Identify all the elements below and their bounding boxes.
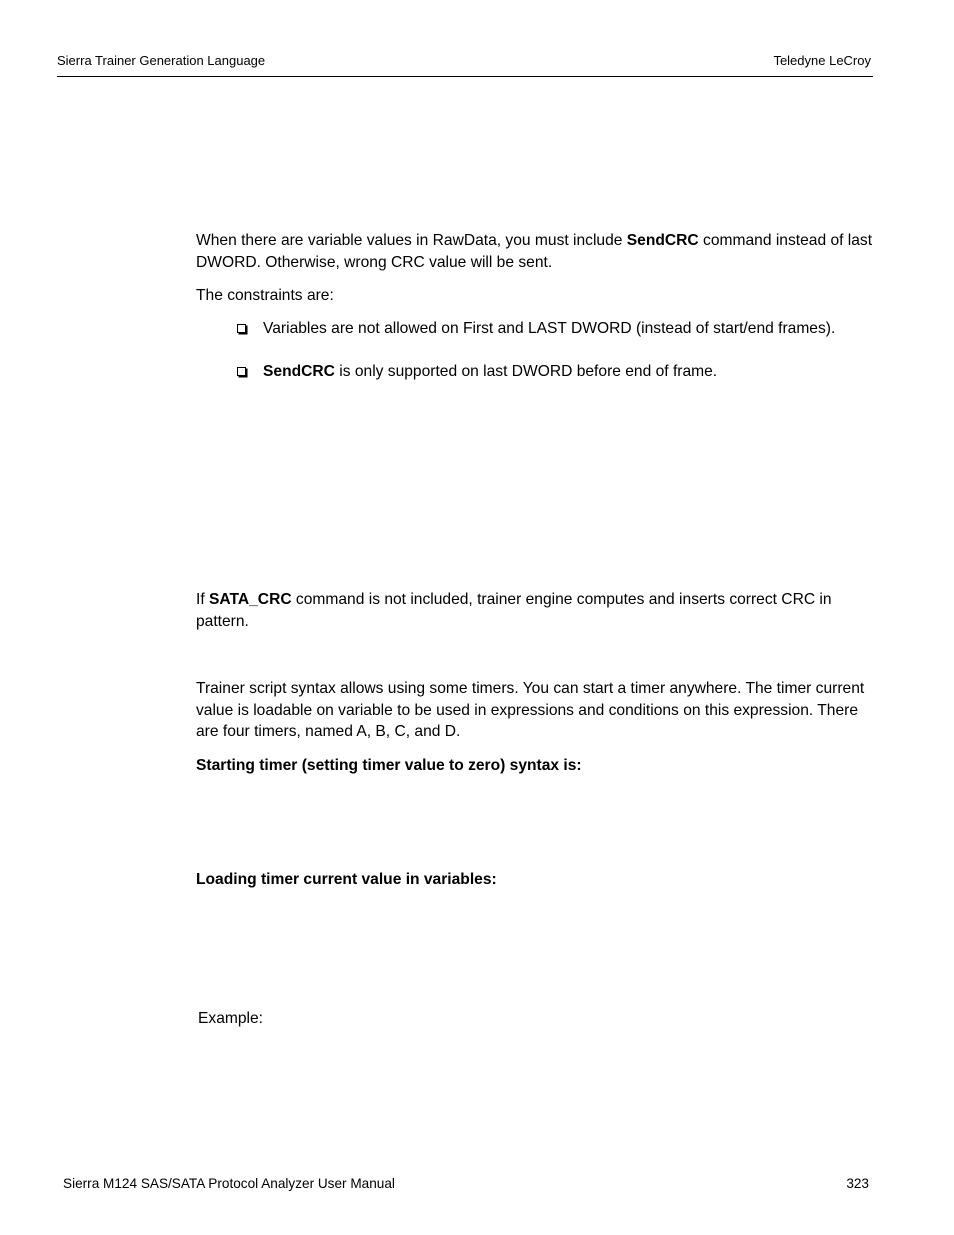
checkbox-bullet-icon bbox=[237, 324, 246, 333]
example-label: Example: bbox=[198, 1010, 264, 1027]
page-number: 323 bbox=[846, 1176, 869, 1191]
sendcrc-keyword: SendCRC bbox=[626, 232, 699, 249]
checkbox-bullet-icon bbox=[237, 367, 246, 376]
sata-crc-keyword: SATA_CRC bbox=[209, 591, 292, 608]
list-item-text bbox=[263, 361, 853, 383]
starting-timer-heading: Starting timer (setting timer value to zero) syntax is: bbox=[196, 757, 582, 774]
sendcrc-paragraph bbox=[196, 230, 876, 273]
page-header bbox=[57, 52, 873, 77]
sendcrc-keyword: SendCRC bbox=[263, 363, 335, 380]
loading-timer-heading: Loading timer current value in variables: bbox=[196, 871, 497, 888]
constraints-intro: The constraints are: bbox=[196, 287, 334, 304]
list-item-text: Variables are not allowed on First and LAST DWORD (instead of start/end frames). bbox=[263, 320, 836, 337]
list-item-rest: is only supported on last DWORD before end of frame. bbox=[334, 363, 718, 380]
header-company: Teledyne LeCroy bbox=[773, 53, 871, 68]
sendcrc-paragraph-pre: When there are variable values in RawData, you must include bbox=[196, 232, 627, 249]
header-doc-title: Sierra Trainer Generation Language bbox=[57, 53, 266, 68]
sata-crc-paragraph bbox=[196, 589, 876, 632]
sata-crc-paragraph-post: command is not included, trainer engine computes and inserts correct CRC in pattern. bbox=[196, 591, 832, 630]
timers-paragraph: Trainer script syntax allows using some timers. You can start a timer anywhere. The timer current value is loadable on variable to be used in expressions and conditions on this expression. There are four timers, named A, B, C, and D. bbox=[196, 680, 865, 740]
sata-crc-paragraph-pre: If bbox=[196, 591, 209, 608]
sendcrc-paragraph-post: command instead of last DWORD. Otherwise, wrong CRC value will be sent. bbox=[196, 232, 873, 271]
footer-manual-title: Sierra M124 SAS/SATA Protocol Analyzer User Manual bbox=[63, 1176, 395, 1191]
